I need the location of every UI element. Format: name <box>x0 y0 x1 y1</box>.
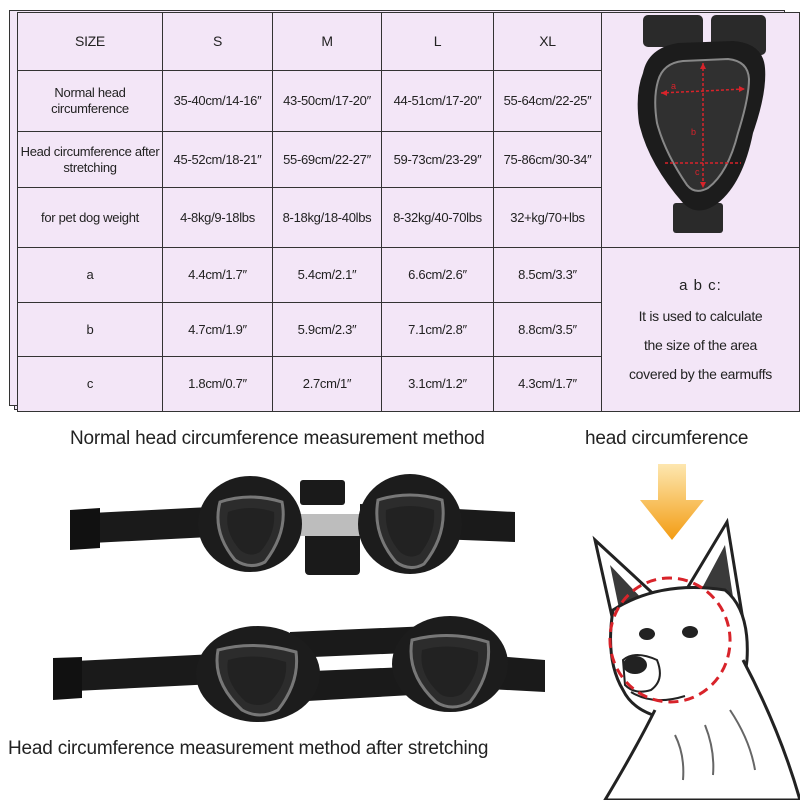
table-cell: 4-8kg/9-18lbs <box>163 188 273 248</box>
table-header-row <box>18 13 800 71</box>
row-label: Head circumference after stretching <box>18 132 163 188</box>
table-cell: 44-51cm/17-20″ <box>382 71 494 132</box>
note-line: the size of the area <box>643 336 758 353</box>
caption-head-circumference: head circumference <box>585 428 749 449</box>
table-cell: 3.1cm/1.2″ <box>382 357 494 412</box>
table-cell: 4.3cm/1.7″ <box>494 357 602 412</box>
note-line: covered by the earmuffs <box>628 365 773 382</box>
table-cell: 75-86cm/30-34″ <box>494 132 602 188</box>
row-label: a <box>18 248 163 303</box>
table-cell: 5.9cm/2.3″ <box>273 303 382 357</box>
earmuff-diagram-cell <box>602 13 800 248</box>
earmuff-product-normal <box>60 462 530 582</box>
table-cell: 1.8cm/0.7″ <box>163 357 273 412</box>
row-label: b <box>18 303 163 357</box>
table-row <box>18 248 800 303</box>
table-cell: 4.7cm/1.9″ <box>163 303 273 357</box>
table-cell: 55-64cm/22-25″ <box>494 71 602 132</box>
row-label: c <box>18 357 163 412</box>
diagram-label-c: c <box>694 167 699 178</box>
size-m-header: M <box>273 13 382 71</box>
size-xl-header: XL <box>494 13 602 71</box>
caption-stretch-measurement: Head circumference measurement method after stretching <box>8 738 489 759</box>
diagram-label-b: b <box>690 127 696 138</box>
row-label: Normal head circumference <box>18 71 163 132</box>
table-cell: 32+kg/70+lbs <box>494 188 602 248</box>
row-label: for pet dog weight <box>18 188 163 248</box>
abc-note <box>602 248 800 412</box>
diagram-label-a: a <box>670 81 676 92</box>
earmuff-diagram <box>603 13 799 243</box>
note-line: It is used to calculate <box>638 307 763 324</box>
table-cell: 55-69cm/22-27″ <box>273 132 382 188</box>
table-cell: 2.7cm/1″ <box>273 357 382 412</box>
table-cell: 4.4cm/1.7″ <box>163 248 273 303</box>
note-title: a b c: <box>679 276 722 294</box>
table-cell: 5.4cm/2.1″ <box>273 248 382 303</box>
earmuff-product-stretched <box>50 612 550 727</box>
table-cell: 6.6cm/2.6″ <box>382 248 494 303</box>
dog-illustration <box>565 510 800 800</box>
table-cell: 35-40cm/14-16″ <box>163 71 273 132</box>
table-cell: 8.5cm/3.3″ <box>494 248 602 303</box>
table-cell: 8-32kg/40-70lbs <box>382 188 494 248</box>
size-s-header: S <box>163 13 273 71</box>
table-cell: 43-50cm/17-20″ <box>273 71 382 132</box>
size-l-header: L <box>382 13 494 71</box>
table-cell: 59-73cm/23-29″ <box>382 132 494 188</box>
size-chart-table <box>17 12 800 412</box>
table-cell: 7.1cm/2.8″ <box>382 303 494 357</box>
table-cell: 8.8cm/3.5″ <box>494 303 602 357</box>
caption-normal-measurement: Normal head circumference measurement method <box>70 428 485 449</box>
size-header: SIZE <box>18 13 163 71</box>
table-cell: 8-18kg/18-40lbs <box>273 188 382 248</box>
table-cell: 45-52cm/18-21″ <box>163 132 273 188</box>
